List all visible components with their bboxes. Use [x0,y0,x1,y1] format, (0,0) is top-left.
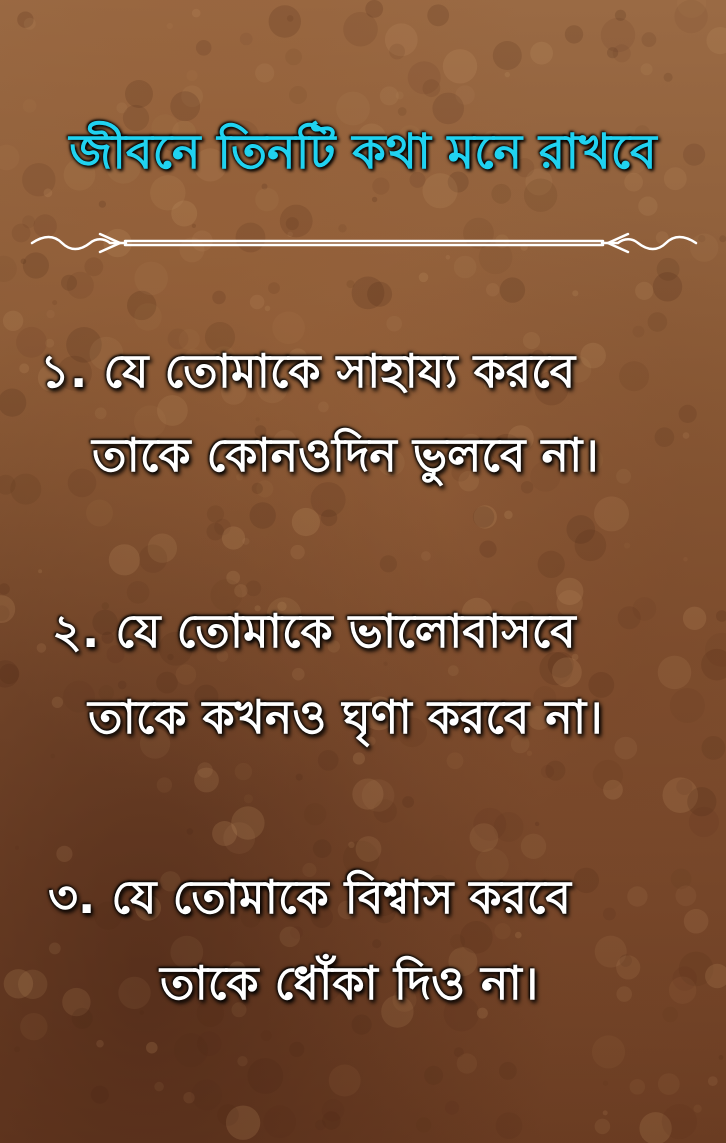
texture-speckle [37,643,47,653]
texture-speckle [343,12,378,47]
texture-speckle [538,551,565,578]
texture-speckle [261,1030,272,1041]
texture-speckle [154,1082,164,1092]
texture-speckle [292,508,320,536]
texture-speckle [372,197,377,202]
texture-speckle [240,33,253,46]
texture-speckle [134,262,168,296]
texture-speckle [499,1062,517,1080]
texture-speckle [367,282,392,307]
texture-speckle [454,256,477,279]
texture-speckle [575,530,607,562]
texture-speckle [51,754,56,759]
texture-speckle [263,1106,296,1139]
texture-speckle [423,79,441,97]
texture-speckle [174,1033,208,1067]
texture-speckle [91,1086,109,1104]
texture-speckle [674,0,707,33]
texture-speckle [296,774,303,781]
texture-speckle [329,1065,361,1097]
texture-speckle [235,763,252,780]
texture-speckle [687,787,716,816]
texture-speckle [719,1055,724,1060]
texture-speckle [292,668,305,681]
texture-speckle [616,986,632,1002]
texture-speckle [247,1058,283,1094]
texture-speckle [20,1013,47,1040]
texture-speckle [289,86,307,104]
texture-speckle [574,868,599,893]
texture-speckle [125,80,153,108]
texture-speckle [99,201,106,208]
texture-speckle [419,273,429,283]
texture-speckle [217,1104,239,1126]
texture-speckle [347,280,355,288]
texture-speckle [530,42,553,65]
texture-speckle [139,545,167,573]
texture-speckle [313,839,332,858]
texture-speckle [212,821,237,846]
texture-speckle [572,290,578,296]
texture-speckle [473,506,494,527]
texture-speckle [269,5,301,37]
texture-speckle [421,551,431,561]
page-title: জীবনে তিনটি কথা মনে রাখবে [69,124,657,180]
texture-speckle [304,803,326,825]
texture-speckle [633,326,645,338]
texture-speckle [21,259,27,265]
texture-speckle [671,869,692,890]
texture-speckle [290,545,304,559]
texture-speckle [289,1042,304,1057]
texture-speckle [627,886,647,906]
texture-speckle [167,23,173,29]
texture-speckle [638,197,657,216]
texture-speckle [603,1081,608,1086]
texture-speckle [18,970,47,999]
texture-speckle [96,1040,104,1048]
texture-speckle [386,316,402,332]
texture-speckle [61,275,77,291]
texture-speckle [683,557,688,562]
texture-speckle [285,49,302,66]
texture-speckle [318,750,339,771]
texture-speckle [702,736,726,760]
ornamental-divider [30,228,698,258]
texture-speckle [134,303,162,331]
texture-speckle [287,15,294,22]
texture-speckle [603,1110,608,1115]
texture-speckle [445,1101,459,1115]
texture-speckle [648,312,668,332]
texture-speckle [658,1073,680,1095]
texture-speckle [616,469,631,484]
texture-speckle [23,99,37,113]
texture-speckle [479,541,496,558]
texture-speckle [565,25,583,43]
texture-speckle [683,432,690,439]
texture-speckle [95,407,107,419]
texture-speckle [615,10,626,21]
texture-speckle [372,939,381,948]
texture-speckle [402,796,414,808]
texture-speckle [653,272,682,301]
texture-speckle [196,40,212,56]
point-3-line-2: তাকে ধোঁকা দিও না। [160,956,539,1010]
texture-speckle [56,846,72,862]
texture-speckle [521,834,546,859]
texture-speckle [348,842,354,848]
texture-speckle [603,908,616,921]
texture-speckle [268,282,280,294]
texture-speckle [192,9,201,18]
point-1-line-2: তাকে কোনওদিন ভুলবে না। [92,428,599,482]
texture-speckle [52,300,57,305]
texture-speckle [664,73,673,82]
texture-speckle [15,846,19,850]
texture-speckle [72,1008,93,1029]
texture-speckle [641,63,653,75]
texture-speckle [592,1035,625,1068]
texture-speckle [322,1111,340,1129]
texture-speckle [222,526,245,549]
texture-speckle [448,665,459,676]
point-2-line-2: তাকে কখনও ঘৃণা করবে না। [88,690,603,744]
texture-speckle [635,282,653,300]
texture-speckle [19,363,29,373]
texture-speckle [255,63,274,82]
texture-speckle [493,41,522,70]
point-2-line-1: ২. যে তোমাকে ভালোবাসবে [52,604,576,658]
texture-speckle [504,511,513,520]
texture-speckle [109,544,140,575]
texture-speckle [662,1104,697,1139]
texture-speckle [22,215,35,228]
texture-speckle [0,389,26,417]
texture-speckle [427,4,449,26]
texture-speckle [237,1056,247,1066]
texture-speckle [716,610,726,622]
texture-speckle [0,595,15,623]
texture-speckle [594,496,629,531]
texture-speckle [250,502,276,528]
texture-speckle [380,555,397,572]
texture-speckle [389,44,405,60]
texture-speckle [470,823,499,852]
texture-speckle [673,966,697,990]
texture-speckle [708,1076,718,1086]
texture-speckle [0,256,17,282]
texture-speckle [616,955,640,979]
texture-speckle [535,822,539,826]
texture-speckle [614,737,637,760]
texture-speckle [46,310,54,318]
texture-speckle [630,1079,646,1095]
texture-speckle [500,277,525,302]
texture-speckle [187,828,193,834]
texture-speckle [246,581,262,597]
texture-speckle [191,1080,222,1111]
texture-speckle [0,583,10,594]
texture-speckle [118,977,150,1009]
texture-speckle [86,500,113,527]
texture-speckle [416,1117,431,1132]
texture-speckle [607,47,618,58]
texture-speckle [0,664,19,684]
texture-speckle [424,1066,443,1085]
texture-speckle [140,1010,145,1015]
texture-speckle [707,27,726,54]
texture-speckle [356,836,382,862]
texture-speckle [352,779,383,810]
texture-speckle [194,768,219,793]
texture-speckle [486,283,499,296]
texture-speckle [146,1042,158,1054]
texture-speckle [683,607,706,630]
texture-speckle [676,779,692,795]
point-3-line-1: ৩. যে তোমাকে বিশ্বাস করবে [48,870,571,924]
texture-speckle [3,311,23,331]
texture-speckle [212,291,226,305]
texture-speckle [624,543,630,549]
texture-speckle [619,361,649,391]
texture-speckle [84,257,103,276]
texture-speckle [642,32,657,47]
texture-speckle [505,72,510,77]
texture-speckle [595,1119,611,1135]
texture-speckle [265,306,271,312]
texture-speckle [684,909,709,934]
texture-speckle [186,70,197,81]
texture-speckle [515,932,522,939]
texture-speckle [603,780,623,800]
texture-speckle [655,427,675,447]
texture-speckle [719,235,726,242]
texture-speckle [49,943,61,955]
texture-speckle [244,794,253,803]
texture-speckle [207,523,225,541]
texture-speckle [353,752,365,764]
texture-speckle [24,18,36,30]
texture-speckle [157,777,172,792]
texture-speckle [10,474,41,505]
texture-speckle [457,1053,477,1073]
texture-speckle [14,1046,20,1052]
texture-speckle [670,688,705,723]
texture-speckle [447,752,464,769]
texture-speckle [541,765,554,778]
texture-speckle [250,295,265,310]
texture-speckle [693,1105,701,1113]
texture-speckle [38,569,42,573]
texture-speckle [443,49,477,83]
texture-speckle [663,1007,678,1022]
texture-speckle [380,86,399,105]
texture-speckle [658,656,692,690]
texture-speckle [679,405,697,423]
point-1-line-1: ১. যে তোমাকে সাহায্য করবে [40,344,576,398]
texture-speckle [52,697,63,708]
texture-speckle [496,1112,523,1139]
texture-speckle [633,597,657,621]
